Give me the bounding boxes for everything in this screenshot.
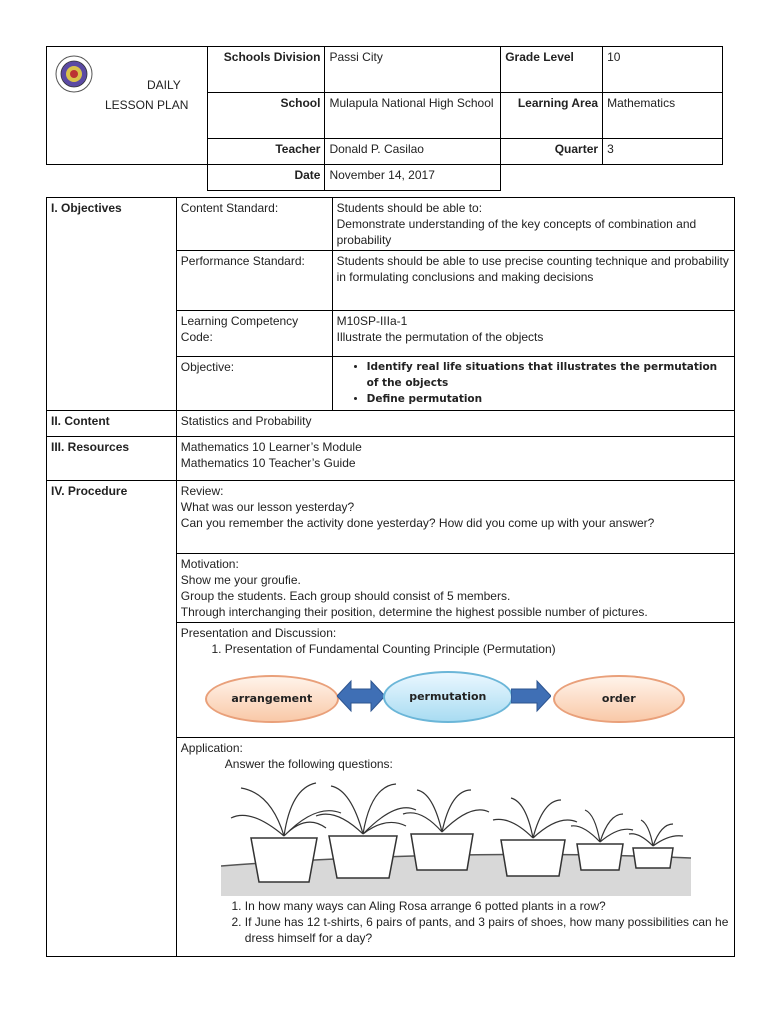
header-table [46,46,723,191]
content-standard-line1: Students should be able to: [336,201,483,215]
competency-code: M10SP-IIIa-1 [336,314,408,328]
quarter-value: 3 [603,139,723,165]
content-value: Statistics and Probability [176,411,734,437]
competency-label: Learning Competency Code: [176,311,332,357]
order-label: order [601,692,636,705]
date-label: Date [207,165,325,191]
learning-area-value: Mathematics [603,93,723,139]
motivation-line2: Group the students. Each group should consist of 5 members. [180,589,511,603]
permutation-diagram [181,663,730,735]
objective-item: • Identify real life situations that illustrates the permutation of the objects [367,359,730,391]
performance-standard-value: Students should be able to use precise counting technique and probability in formulating conclusions and making decisions [332,251,734,311]
arrangement-label: arrangement [231,692,313,705]
schools-division-value: Passi City [325,47,501,93]
application-cell [176,738,734,957]
main-table [46,197,735,957]
resources-section-label: III. Resources [47,437,177,481]
question-item: 1. In how many ways can Aling Rosa arrange 6 potted plants in a row? [245,898,730,914]
review-cell [176,481,734,554]
schools-division-label: Schools Division [207,47,325,93]
potted-plants-illustration [221,778,691,896]
objective-item: • Define permutation [367,391,730,407]
school-label: School [207,93,325,139]
double-arrow-icon [337,679,385,713]
teacher-label: Teacher [207,139,325,165]
title-line2: LESSON PLAN [105,98,189,112]
grade-level-label: Grade Level [501,47,603,93]
resources-line1: Mathematics 10 Learner’s Module [180,440,362,454]
quarter-label: Quarter [501,139,603,165]
content-standard-label: Content Standard: [176,198,332,251]
deped-seal-icon [55,55,93,93]
questions-list [181,898,730,946]
objective-list [337,359,730,407]
resources-line2: Mathematics 10 Teacher’s Guide [180,456,356,470]
date-value: November 14, 2017 [325,165,501,191]
objectives-section-label: I. Objectives [47,198,177,411]
motivation-line1: Show me your groufie. [180,573,301,587]
content-standard-line2: Demonstrate understanding of the key concepts of combination and probability [336,217,697,247]
presentation-list [181,641,730,657]
presentation-item: 1. Presentation of Fundamental Counting Principle (Permutation) [225,641,730,657]
grade-level-value: 10 [603,47,723,93]
motivation-label: Motivation: [180,557,239,571]
school-value: Mulapula National High School [325,93,501,139]
arrangement-oval [205,675,339,723]
objective-list-cell [332,357,734,411]
performance-standard-label: Performance Standard: [176,251,332,311]
presentation-cell [176,623,734,738]
presentation-label: Presentation and Discussion: [180,626,337,640]
order-oval [553,675,685,723]
learning-area-label: Learning Area [501,93,603,139]
motivation-cell [176,554,734,623]
permutation-oval [383,671,513,723]
application-label: Application: [180,741,243,755]
teacher-value: Donald P. Casilao [325,139,501,165]
question-item: 2. If June has 12 t-shirts, 6 pairs of pants, and 3 pairs of shoes, how many possibilities can he dress himself for a day? [245,914,730,946]
review-line2: Can you remember the activity done yesterday? How did you come up with your answer? [180,516,655,530]
application-intro: Answer the following questions: [224,757,393,771]
competency-value-cell [332,311,734,357]
title-line1: DAILY [147,78,181,92]
review-label: Review: [180,484,224,498]
resources-value [176,437,734,481]
right-arrow-icon [511,679,551,713]
content-section-label: II. Content [47,411,177,437]
objective-label: Objective: [176,357,332,411]
procedure-section-label: IV. Procedure [47,481,177,957]
permutation-label: permutation [409,690,487,703]
review-line1: What was our lesson yesterday? [180,500,355,514]
logo-title-cell [47,47,208,165]
competency-value: Illustrate the permutation of the objects [336,330,544,344]
content-standard-value [332,198,734,251]
motivation-line3: Through interchanging their position, determine the highest possible number of pictures. [180,605,648,619]
